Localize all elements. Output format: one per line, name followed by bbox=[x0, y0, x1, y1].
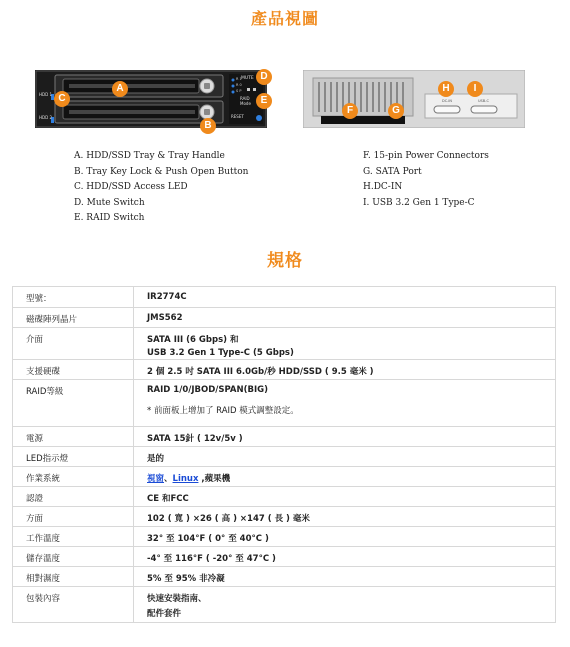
callout-f: F bbox=[342, 103, 358, 119]
spec-value-line2: USB 3.2 Gen 1 Type-C (5 Gbps) bbox=[147, 348, 294, 358]
spec-note: * 前面板上增加了 RAID 模式調整設定。 bbox=[147, 406, 299, 416]
spec-value: IR2774C bbox=[134, 287, 556, 308]
spec-value: SATA 15針 ( 12v/5v ) bbox=[134, 427, 556, 447]
table-row bbox=[13, 487, 556, 507]
spec-key: 電源 bbox=[13, 427, 134, 447]
callout-e: E bbox=[256, 93, 272, 109]
spec-key: 磁碟陣列晶片 bbox=[13, 308, 134, 328]
reset-label: RESET bbox=[231, 114, 244, 119]
callout-i: I bbox=[467, 81, 483, 97]
table-row bbox=[13, 427, 556, 447]
spec-key: LED指示燈 bbox=[13, 447, 134, 467]
callout-b: B bbox=[200, 118, 216, 134]
table-row bbox=[13, 587, 556, 623]
product-views-title: 產品視圖 bbox=[250, 9, 319, 28]
spec-key: 相對濕度 bbox=[13, 567, 134, 587]
spec-key: 方面 bbox=[13, 507, 134, 527]
spec-value: 102 ( 寬 ) ×26 ( 高 ) ×147 ( 長 ) 毫米 bbox=[134, 507, 556, 527]
mute-label: MUTE bbox=[241, 76, 254, 81]
legend-item-c: C. HDD/SSD Access LED bbox=[74, 182, 188, 192]
legend-rear bbox=[363, 149, 489, 211]
spec-value: CE 和FCC bbox=[134, 487, 556, 507]
legend-front bbox=[74, 149, 248, 227]
callout-a: A bbox=[112, 81, 128, 97]
spec-value: -4° 至 116°F ( -20° 至 47°C ) bbox=[134, 547, 556, 567]
table-row bbox=[13, 467, 556, 487]
legend-item-i: I. USB 3.2 Gen 1 Type-C bbox=[363, 197, 475, 208]
spec-value: 2 個 2.5 吋 SATA III 6.0Gb/秒 HDD/SSD ( 9.5 毫米 ) bbox=[134, 360, 556, 380]
usb-c-label: USB-C bbox=[478, 99, 489, 103]
spec-key: 介面 bbox=[13, 328, 134, 360]
spec-key: RAID等級 bbox=[13, 380, 134, 427]
spec-value: 5% 至 95% 非冷凝 bbox=[134, 567, 556, 587]
raid-mode-label: RAID Mode bbox=[240, 96, 251, 106]
spec-value: 32° 至 104°F ( 0° 至 40°C ) bbox=[134, 527, 556, 547]
callout-g: G bbox=[388, 103, 404, 119]
spec-value-group bbox=[134, 380, 556, 427]
led-label-r0: R 0 bbox=[236, 83, 242, 87]
os-rest: ,蘋果機 bbox=[198, 474, 231, 484]
legend-item-e: E. RAID Switch bbox=[74, 213, 145, 223]
legend-item-f: F. 15-pin Power Connectors bbox=[363, 151, 489, 161]
table-row bbox=[13, 328, 556, 360]
table-row bbox=[13, 507, 556, 527]
spec-value: JMS562 bbox=[134, 308, 556, 328]
legend-item-a: A. HDD/SSD Tray & Tray Handle bbox=[74, 151, 225, 161]
table-row bbox=[13, 287, 556, 308]
spec-key: 包裝內容 bbox=[13, 587, 134, 623]
spec-value: SATA III (6 Gbps) 和 bbox=[147, 335, 239, 345]
rear-panel-image bbox=[303, 70, 525, 128]
legend-item-h: H.DC-IN bbox=[363, 182, 403, 192]
spec-key: 認證 bbox=[13, 487, 134, 507]
rear-panel-drawing bbox=[303, 70, 525, 128]
dc-in-label: DC-IN bbox=[442, 99, 453, 103]
spec-value-group bbox=[134, 467, 556, 487]
spec-table bbox=[12, 286, 556, 623]
bay2-label: HDD 2 bbox=[39, 115, 52, 120]
led-label-r1: R 1 bbox=[236, 77, 242, 81]
callout-d: D bbox=[256, 69, 272, 85]
callout-c: C bbox=[54, 91, 70, 107]
spec-value-line2: 配件套件 bbox=[147, 609, 182, 619]
os-link-windows[interactable]: 視窗 bbox=[147, 474, 165, 484]
led-label-sp: S P bbox=[236, 89, 242, 93]
table-row bbox=[13, 360, 556, 380]
os-link-linux[interactable]: Linux bbox=[172, 474, 199, 484]
table-row bbox=[13, 447, 556, 467]
legend-item-b: B. Tray Key Lock & Push Open Button bbox=[74, 166, 249, 177]
spec-value-group bbox=[134, 587, 556, 623]
spec-value-group bbox=[134, 328, 556, 360]
table-row bbox=[13, 547, 556, 567]
table-row bbox=[13, 380, 556, 427]
spec-key: 支援硬碟 bbox=[13, 360, 134, 380]
spec-value: 是的 bbox=[134, 447, 556, 467]
specs-title: 規格 bbox=[267, 251, 303, 271]
spec-key: 型號： bbox=[13, 287, 134, 308]
legend-item-g: G. SATA Port bbox=[363, 166, 422, 177]
spec-key: 工作溫度 bbox=[13, 527, 134, 547]
spec-value: RAID 1/0/JBOD/SPAN(BIG) bbox=[147, 385, 269, 395]
bay1-label: HDD 1 bbox=[39, 92, 52, 97]
table-row bbox=[13, 567, 556, 587]
legend-item-d: D. Mute Switch bbox=[74, 197, 145, 208]
table-row bbox=[13, 527, 556, 547]
spec-value: 快速安裝指南、 bbox=[147, 594, 207, 604]
table-row bbox=[13, 308, 556, 328]
os-separator: 、 bbox=[164, 474, 173, 484]
spec-key: 儲存溫度 bbox=[13, 547, 134, 567]
callout-h: H bbox=[438, 81, 454, 97]
spec-key: 作業系統 bbox=[13, 467, 134, 487]
